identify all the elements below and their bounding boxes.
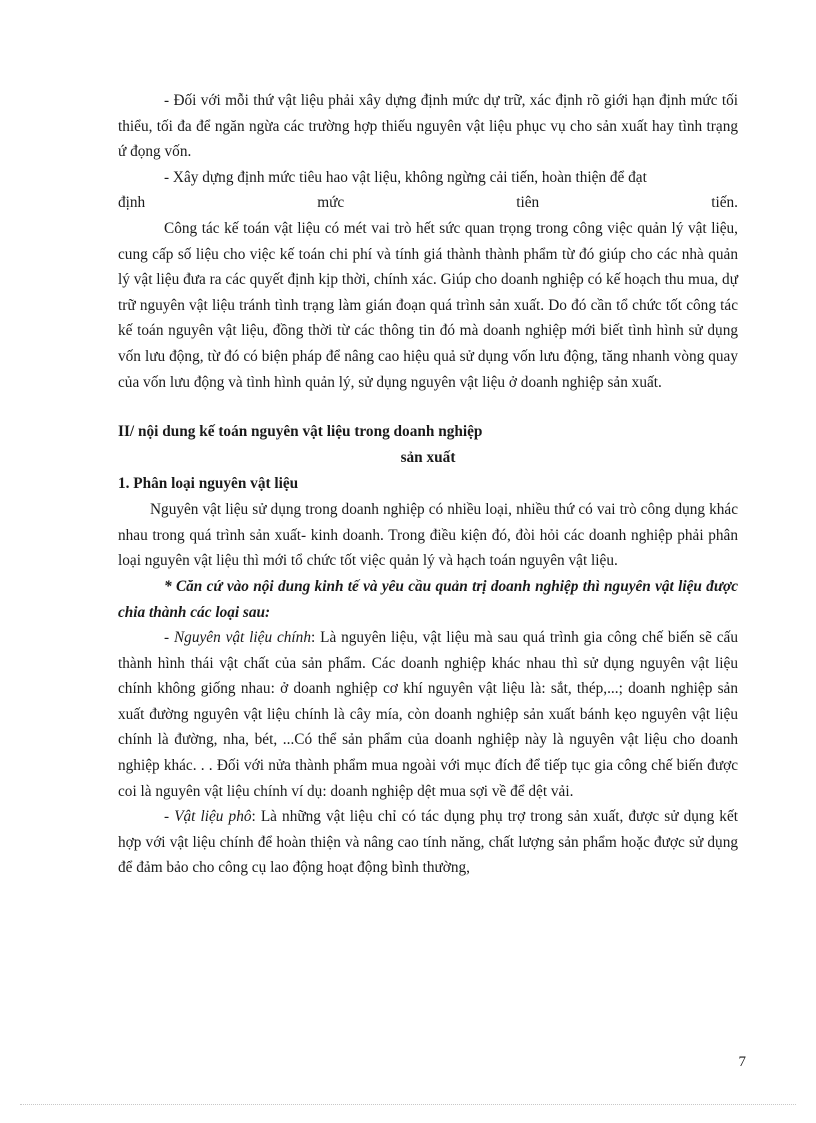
paragraph-classification-intro: Nguyên vật liệu sử dụng trong doanh nghiệp có nhiều loại, nhiều thứ có vai trò công dụng khác nhau trong quá trình sản xuất- kinh doanh. Trong điều kiện đó, đòi hỏi các doanh nghiệp phải phân loại nguyên vật liệu thì mới tổ chức tốt việc quản lý và hạch toán nguyên vật liệu. [118, 501, 738, 570]
word: mức [317, 194, 345, 212]
document-page [118, 88, 738, 881]
justified-line [118, 190, 738, 216]
word: định [118, 194, 146, 212]
word: tiên [516, 194, 540, 212]
definition-main-materials: : Là nguyên liệu, vật liệu mà sau quá trình gia công chế biến sẽ cấu thành hình thái vật chất của sản phẩm. Các doanh nghiệp khác nhau thì sử dụng nguyên vật liệu chính không giống nhau: ở doanh nghiệp cơ khí nguyên vật liệu là: sắt, thép,...; doanh nghiệp sản xuất đường nguyên vật liệu chính là cây mía, còn doanh nghiệp sản xuất bánh kẹo nguyên vật liệu chính là đường, nha, bét, ...Có thể sản phẩm của doanh nghiệp này là nguyên vật liệu cho doanh nghiệp khác. . . Đối với nửa thành phẩm mua ngoài với mục đích để tiếp tục gia công chế biến được coi là nguyên vật liệu chính ví dụ: doanh nghiệp dệt mua sợi về để dệt vải. [118, 629, 738, 800]
definition-auxiliary-materials: : Là những vật liệu chỉ có tác dụng phụ trợ trong sản xuất, được sử dụng kết hợp với vật liệu chính để hoàn thiện và nâng cao tính năng, chất lượng sản phẩm hoặc được sử dụng để đảm bảo cho công cụ lao động hoạt động bình thường, [118, 808, 738, 877]
subsection-title: 1. Phân loại nguyên vật liệu [118, 475, 299, 493]
page-number: 7 [738, 1054, 746, 1070]
paragraph-auxiliary-materials [118, 804, 738, 881]
paragraph-stock-norms: - Đối với mỗi thứ vật liệu phải xây dựng định mức dự trữ, xác định rõ giới hạn định mức tối thiểu, tối đa để ngăn ngừa các trường hợp thiếu nguyên vật liệu phục vụ cho sản xuất hay tình trạng ứ đọng vốn. [118, 92, 738, 161]
list-dash: - [164, 629, 174, 647]
paragraph-main-materials [118, 625, 738, 804]
section-title-continued: sản xuất [400, 449, 456, 467]
footer-divider [20, 1104, 796, 1105]
paragraph-classification-basis: * Căn cứ vào nội dung kinh tế và yêu cầu quản trị doanh nghiệp thì nguyên vật liệu được chia thành các loại sau: [118, 577, 738, 621]
term-auxiliary-materials: Vật liệu phô [174, 808, 252, 826]
term-main-materials: Nguyên vật liệu chính [173, 629, 311, 647]
spacer [118, 395, 738, 419]
list-dash: - [164, 808, 175, 826]
word: tiến. [711, 194, 738, 212]
paragraph-role-of-accounting: Công tác kế toán vật liệu có mét vai trò hết sức quan trọng trong công việc quản lý vật liệu, cung cấp số liệu cho việc kế toán chi phí và tính giá thành thành phẩm từ đó giúp cho các nhà quản lý vật liệu đưa ra các quyết định kịp thời, chính xác. Giúp cho doanh nghiệp có kế hoạch thu mua, dự trữ nguyên vật liệu tránh tình trạng làm gián đoạn quá trình sản xuất. Do đó cần tổ chức tốt công tác kế toán nguyên vật liệu, đồng thời từ các thông tin đó mà doanh nghiệp mới biết tình hình sử dụng vốn lưu động, từ đó có biện pháp để nâng cao hiệu quả sử dụng vốn lưu động, tăng nhanh vòng quay của vốn lưu động và tình hình quản lý, sử dụng nguyên vật liệu ở doanh nghiệp sản xuất. [118, 219, 738, 391]
section-title: II/ nội dung kế toán nguyên vật liệu trong doanh nghiệp [118, 423, 483, 441]
paragraph-consumption-norms: - Xây dựng định mức tiêu hao vật liệu, không ngừng cải tiến, hoàn thiện để đạt [164, 168, 647, 186]
